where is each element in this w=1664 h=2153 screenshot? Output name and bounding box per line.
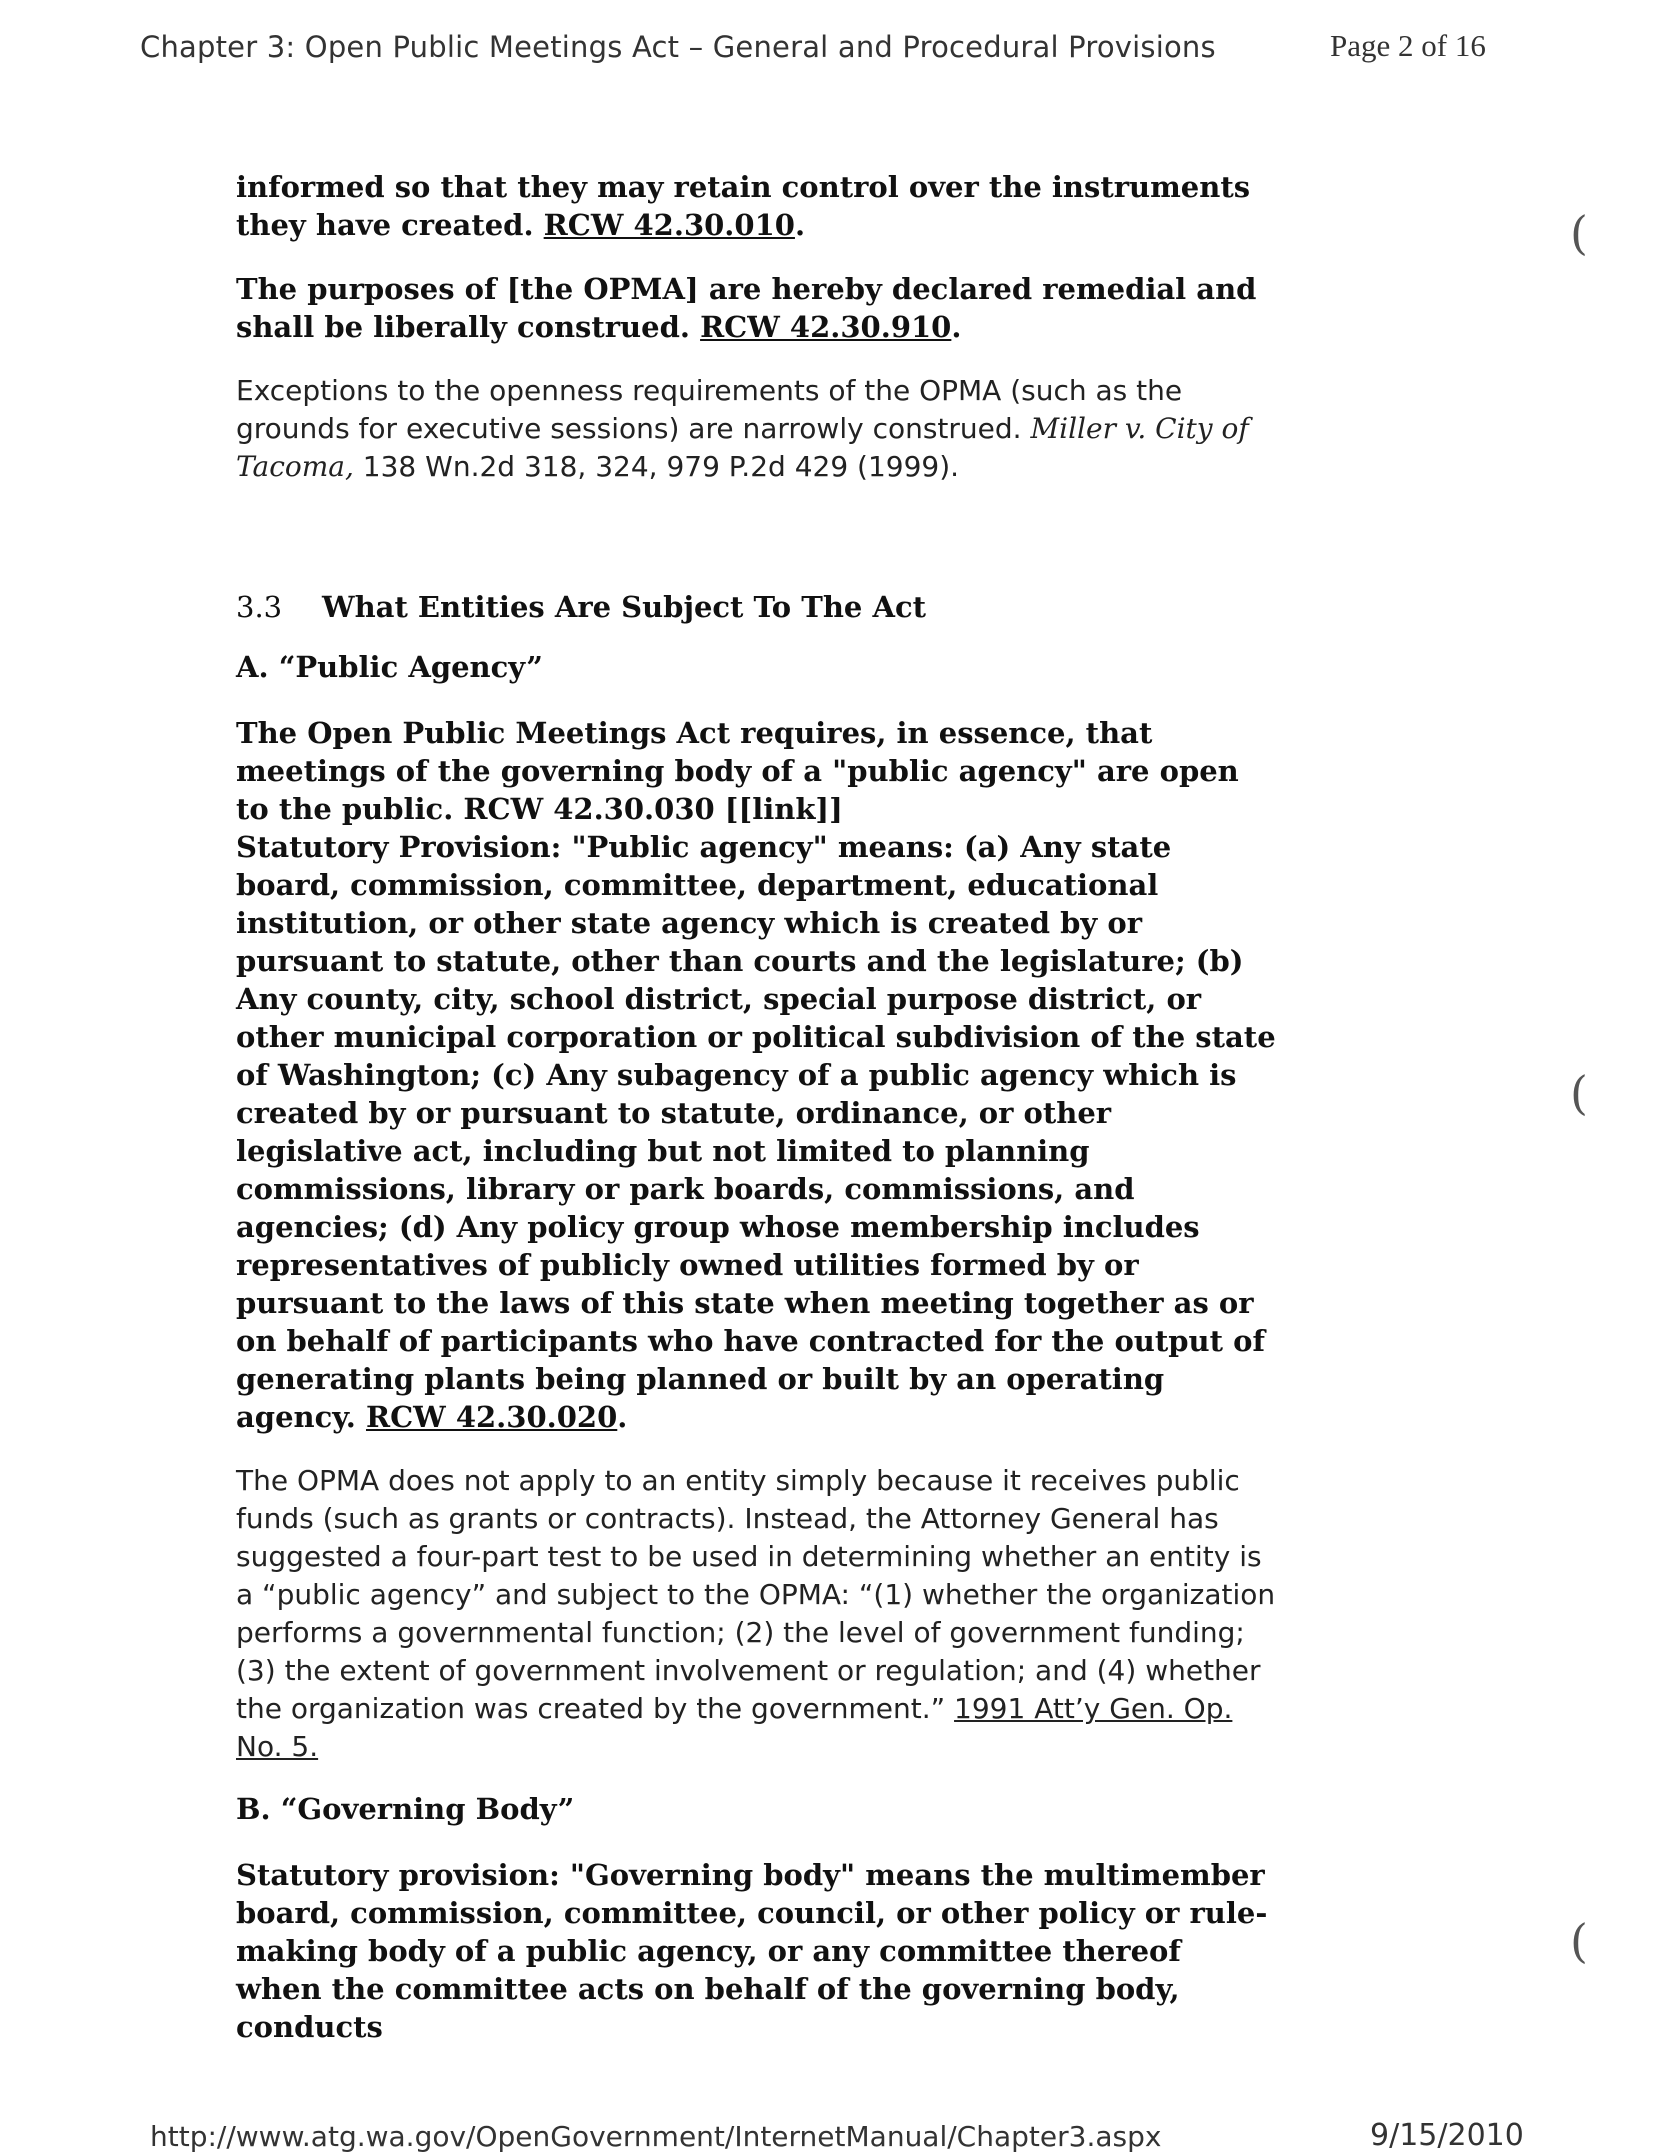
paragraph-6-text: The OPMA does not apply to an entity simply because it receives public funds (such as grants or contracts). Instead, the Attorney General has suggested a four-part test to be used in determining whether an entity is a “public agency” and subject to the OPMA: “(1) whether the organization performs a governmental function; (2) the level of government funding; (3) the extent of government involvement or regulation; and (4) whether the organization was created by the government.” [236, 1464, 1276, 1725]
margin-mark-3: ( [1570, 1914, 1588, 1968]
rcw-42-30-020-link[interactable]: RCW 42.30.020 [365, 1400, 618, 1434]
paragraph-6 [236, 1462, 1276, 1766]
section-title: What Entities Are Subject To The Act [322, 590, 927, 624]
paragraph-4: The Open Public Meetings Act requires, in essence, that meetings of the governing body of a "public agency" are open to the public. RCW 42.30.030 [[link]] [236, 716, 1239, 826]
margin-mark-2: ( [1570, 1066, 1588, 1120]
subheading-public-agency: A. “Public Agency” [236, 650, 543, 684]
footer-url: http://www.atg.wa.gov/OpenGovernment/InternetManual/Chapter3.aspx [150, 2120, 1162, 2153]
paragraph-2: The purposes of [the OPMA] are hereby declared remedial and shall be liberally construed. RCW 42.30.910. [236, 272, 1257, 344]
rcw-42-30-910-link[interactable]: RCW 42.30.910 [700, 310, 952, 344]
paragraph-3 [236, 372, 1276, 486]
document-body [236, 168, 1276, 2046]
margin-mark-1: ( [1570, 206, 1588, 260]
case-citation: 138 Wn.2d 318, 324, 979 P.2d 429 (1999). [353, 450, 960, 483]
paragraph-5-text: Statutory Provision: "Public agency" means: (a) Any state board, commission, committee, department, educational institution, or other state agency which is created by or pursuant to statute, other than courts and the legislature; (b) Any county, city, school district, special purpose district, or other municipal corporation or political subdivision of the state of Washington; (c) Any subagency of a public agency which is created by or pursuant to statute, ordinance, or other legislative act, including but not limited to planning commissions, library or park boards, commissions, and agencies; (d) Any policy group whose membership includes representatives of publicly owned utilities formed by or pursuant to the laws of this state when meeting together as or on behalf of participants who have contracted for the output of generating plants being planned or built by an operating agency. [236, 830, 1276, 1434]
page-header-title: Chapter 3: Open Public Meetings Act – General and Procedural Provisions [140, 30, 1216, 64]
section-heading [236, 590, 1276, 624]
subheading-governing-body: B. “Governing Body” [236, 1792, 575, 1826]
paragraph-2-text: The purposes of [the OPMA] are hereby declared remedial and shall be liberally construed. [236, 272, 1257, 344]
paragraph-3-text: Exceptions to the openness requirements of the OPMA (such as the grounds for executive sessions) are narrowly construed. [236, 374, 1183, 445]
att-gen-op-link[interactable]: 1991 Att’y Gen. Op. No. 5. [236, 1692, 1233, 1763]
footer-date: 9/15/2010 [1370, 2118, 1524, 2153]
case-name: Miller v. City of Tacoma, [236, 412, 1249, 483]
paragraph-1: informed so that they may retain control over the instruments they have created. RCW 42.30.010. [236, 170, 1251, 242]
page-number: Page 2 of 16 [1330, 28, 1486, 63]
paragraph-5: Statutory Provision: "Public agency" means: (a) Any state board, commission, committee, department, educational institution, or other state agency which is created by or pursuant to statute, other than courts and the legislature; (b) Any county, city, school district, special purpose district, or other municipal corporation or political subdivision of the state of Washington; (c) Any subagency of a public agency which is created by or pursuant to statute, ordinance, or other legislative act, including but not limited to planning commissions, library or park boards, commissions, and agencies; (d) Any policy group whose membership includes representatives of publicly owned utilities formed by or pursuant to the laws of this state when meeting together as or on behalf of participants who have contracted for the output of generating plants being planned or built by an operating agency. RCW 42.30.020. [236, 830, 1276, 1434]
rcw-42-30-010-link[interactable]: RCW 42.30.010 [543, 208, 795, 242]
paragraph-1-text: informed so that they may retain control over the instruments they have created. [236, 170, 1251, 242]
paragraph-7: Statutory provision: "Governing body" means the multimember board, commission, committee, council, or other policy or rule-making body of a public agency, or any committee thereof when the committee acts on behalf of the governing body, conducts [236, 1858, 1268, 2044]
section-number: 3.3 [236, 590, 283, 624]
